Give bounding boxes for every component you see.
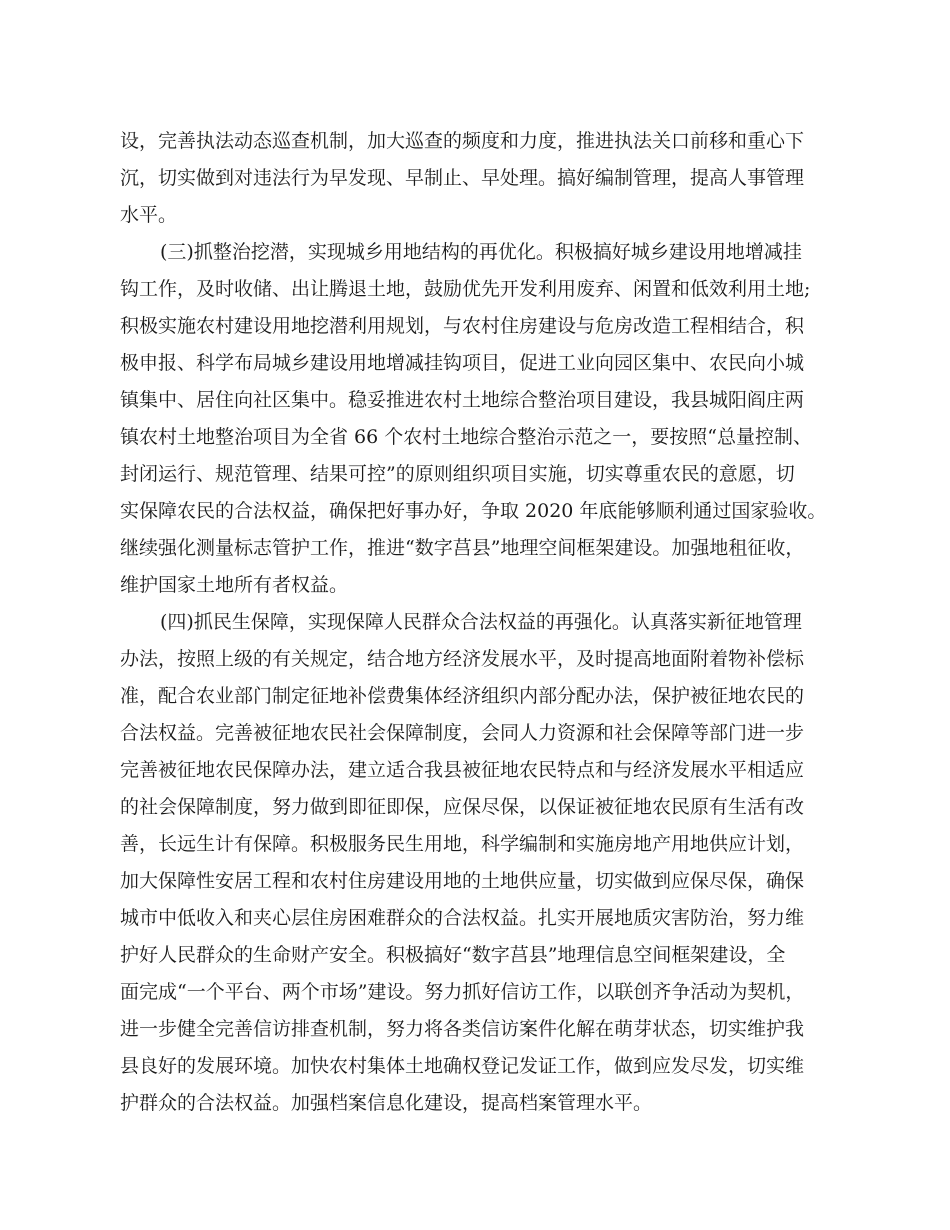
text-line: 封闭运行、规范管理、结果可控”的原则组织项目实施，切实尊重农民的意愿，切 [120,463,795,485]
text-line: 面完成“一个平台、两个市场”建设。努力抓好信访工作，以联创齐争活动为契机， [120,981,805,1003]
text-line: 维护国家土地所有者权益。 [120,574,349,596]
text-line: 钩工作，及时收储、出让腾退土地，鼓励优先开发利用废弃、闲置和低效利用土地; [120,278,811,300]
text-line: 极申报、科学布局城乡建设用地增减挂钩项目，促进工业向园区集中、农民向小城 [120,352,805,374]
text-line: 的社会保障制度，努力做到即征即保，应保尽保，以保证被征地农民原有生活有改 [120,796,805,818]
text-line: 护好人民群众的生命财产安全。积极搞好“数字莒县”地理信息空间框架建设，全 [120,944,786,966]
text-line: 办法，按照上级的有关规定，结合地方经济发展水平，及时提高地面附着物补偿标 [120,648,805,670]
text-line: 镇集中、居住向社区集中。稳妥推进农村土地综合整治项目建设，我县城阳阎庄两 [120,389,805,411]
text-line: 县良好的发展环境。加快农村集体土地确权登记发证工作，做到应发尽发，切实维 [120,1055,805,1077]
text-line: 镇农村土地整治项目为全省 66 个农村土地综合整治示范之一，要按照“总量控制、 [120,426,812,448]
text-line: 水平。 [120,204,178,226]
text-line: 实保障农民的合法权益，确保把好事办好，争取 2020 年底能够顺利通过国家验收。 [120,500,827,522]
text-line: 沉，切实做到对违法行为早发现、早制止、早处理。搞好编制管理，提高人事管理 [120,167,805,189]
text-line: 善，长远生计有保障。积极服务民生用地，科学编制和实施房地产用地供应计划， [120,833,805,855]
text-line: 护群众的合法权益。加强档案信息化建设，提高档案管理水平。 [120,1092,653,1114]
text-line: 城市中低收入和夹心层住房困难群众的合法权益。扎实开展地质灾害防治，努力维 [120,907,805,929]
text-line: 进一步健全完善信访排查机制，努力将各类信访案件化解在萌芽状态，切实维护我 [120,1018,805,1040]
text-line: 完善被征地农民保障办法，建立适合我县被征地农民特点和与经济发展水平相适应 [120,759,805,781]
text-line: 加大保障性安居工程和农村住房建设用地的土地供应量，切实做到应保尽保，确保 [120,870,805,892]
text-line: 设，完善执法动态巡查机制，加大巡查的频度和力度，推进执法关口前移和重心下 [120,130,805,152]
text-line: 合法权益。完善被征地农民社会保障制度，会同人力资源和社会保障等部门进一步 [120,722,805,744]
text-line: 继续强化测量标志管护工作，推进“数字莒县”地理空间框架建设。加强地租征收， [120,537,805,559]
paragraph-heading-3: (三)抓整治挖潜，实现城乡用地结构的再优化。积极搞好城乡建设用地增减挂 [160,241,802,263]
paragraph-heading-4: (四)抓民生保障，实现保障人民群众合法权益的再强化。认真落实新征地管理 [160,611,802,633]
text-line: 积极实施农村建设用地挖潜利用规划，与农村住房建设与危房改造工程相结合，积 [120,315,805,337]
text-line: 准，配合农业部门制定征地补偿费集体经济组织内部分配办法，保护被征地农民的 [120,685,805,707]
